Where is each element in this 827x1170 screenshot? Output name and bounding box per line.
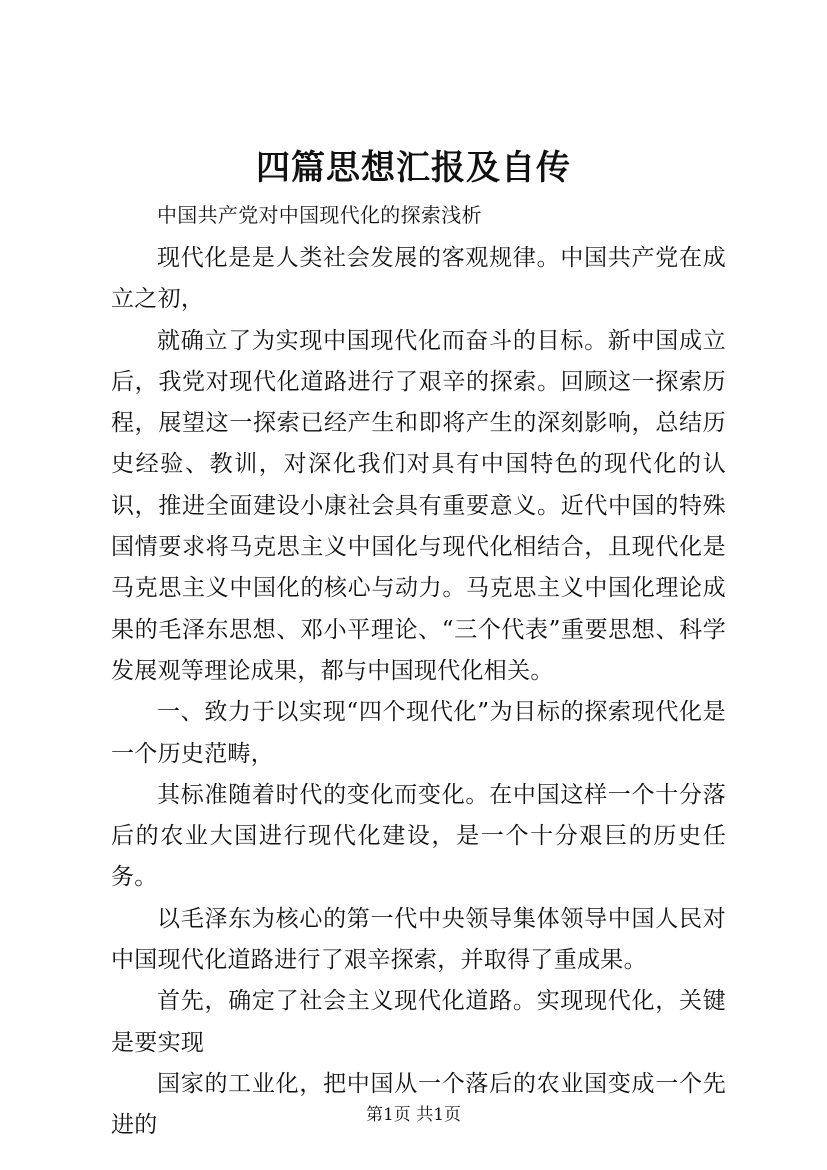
paragraph: 国家的工业化，把中国从一个落后的农业国变成一个先进的 <box>111 1070 726 1139</box>
document-body <box>111 197 726 1147</box>
paragraph: 首先，确定了社会主义现代化道路。实现现代化，关键是要实现 <box>111 988 726 1056</box>
paragraph: 以毛泽东为核心的第一代中央领导集体领导中国人民对中国现代化道路进行了艰辛探索，并取得了重成果。 <box>111 905 726 974</box>
document-subtitle: 中国共产党对中国现代化的探索浅析 <box>157 203 482 227</box>
paragraph: 现代化是是人类社会发展的客观规律。中国共产党在成立之初， <box>111 245 726 313</box>
paragraph: 就确立了为实现中国现代化而奋斗的目标。新中国成立后，我党对现代化道路进行了艰辛的探索。回顾这一探索历程，展望这一探索已经产生和即将产生的深刻影响，总结历史经验、教训，对深化我们对具有中国特色的现代化的认识，推进全面建设小康社会具有重要意义。近代中国的特殊国情要求将马克思主义中国化与现代化相结合，且现代化是马克思主义中国化的核心与动力。马克思主义中国化理论成果的毛泽东思想、邓小平理论、“三个代表”重要思想、科学发展观等理论成果，都与中国现代化相关。 <box>111 327 726 684</box>
paragraph: 其标准随着时代的变化而变化。在中国这样一个十分落后的农业大国进行现代化建设，是一个十分艰巨的历史任务。 <box>111 781 726 891</box>
paragraph: 一、致力于以实现“四个现代化”为目标的探索现代化是一个历史范畴， <box>111 699 726 767</box>
page-number-footer: 第1页 共1页 <box>365 1105 462 1125</box>
document-title: 四篇思想汇报及自传 <box>256 148 571 188</box>
